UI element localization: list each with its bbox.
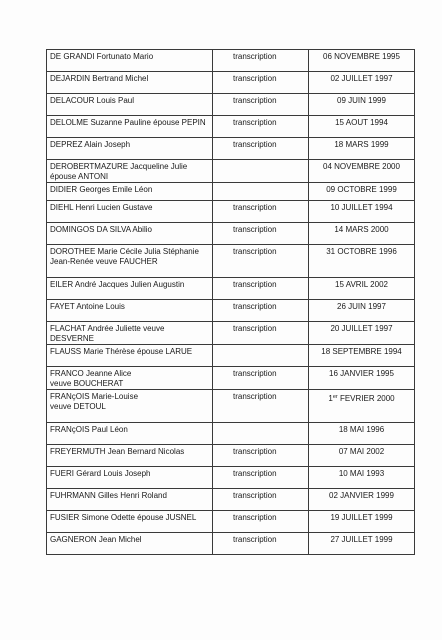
date-text: 10 MAI 1993 <box>338 469 385 478</box>
name-cell <box>47 94 213 116</box>
date-cell <box>309 390 415 423</box>
table-row <box>47 116 415 138</box>
type-text: transcription <box>233 447 277 456</box>
type-cell <box>213 183 309 201</box>
date-text: 18 SEPTEMBRE 1994 <box>321 347 402 356</box>
table-row <box>47 511 415 533</box>
date-text: 16 JANVIER 1995 <box>329 369 394 378</box>
name-cell <box>47 223 213 245</box>
date-cell <box>309 245 415 278</box>
name-line: DEPREZ Alain Joseph <box>50 140 131 149</box>
type-text: transcription <box>233 392 277 401</box>
table-row <box>47 489 415 511</box>
type-cell <box>213 94 309 116</box>
date-cell <box>309 94 415 116</box>
type-cell <box>213 345 309 367</box>
date-text: 09 JUIN 1999 <box>337 96 386 105</box>
type-text: transcription <box>233 324 277 333</box>
date-cell <box>309 511 415 533</box>
date-text: 04 NOVEMBRE 2000 <box>323 162 400 171</box>
date-cell <box>309 183 415 201</box>
table-row <box>47 445 415 467</box>
name-cell <box>47 489 213 511</box>
type-cell <box>213 300 309 322</box>
date-cell <box>309 278 415 300</box>
type-cell <box>213 511 309 533</box>
table-row <box>47 467 415 489</box>
name-line: FRANçOIS Marie-Louise <box>50 392 139 401</box>
type-text: transcription <box>233 302 277 311</box>
name-cell <box>47 138 213 160</box>
table-row <box>47 322 415 345</box>
registry-table-body <box>47 50 415 555</box>
table-row <box>47 278 415 300</box>
name-cell <box>47 116 213 138</box>
type-text: transcription <box>233 118 277 127</box>
name-line: veuve BOUCHERAT <box>50 379 124 388</box>
date-text: 27 JUILLET 1999 <box>330 535 393 544</box>
name-line: FLACHAT Andrée Juliette veuve DESVERNE <box>50 324 165 343</box>
type-cell <box>213 278 309 300</box>
type-cell <box>213 390 309 423</box>
name-cell <box>47 160 213 183</box>
date-cell <box>309 50 415 72</box>
name-line: DIEHL Henri Lucien Gustave <box>50 203 153 212</box>
date-cell <box>309 423 415 445</box>
type-cell <box>213 423 309 445</box>
type-text: transcription <box>233 96 277 105</box>
date-text: 10 JUILLET 1994 <box>330 203 393 212</box>
table-row <box>47 183 415 201</box>
date-text: 18 MARS 1999 <box>334 140 389 149</box>
type-text: transcription <box>233 247 277 256</box>
name-cell <box>47 345 213 367</box>
type-text: transcription <box>233 225 277 234</box>
date-day: 1 <box>328 394 333 403</box>
date-cell <box>309 345 415 367</box>
name-line: FLAUSS Marie Thérèse épouse LARUE <box>50 347 193 356</box>
type-cell <box>213 533 309 555</box>
date-cell <box>309 533 415 555</box>
type-cell <box>213 223 309 245</box>
date-cell <box>309 322 415 345</box>
table-row <box>47 50 415 72</box>
name-line: FAYET Antoine Louis <box>50 302 125 311</box>
name-line: FUERI Gérard Louis Joseph <box>50 469 151 478</box>
registry-table <box>46 49 415 555</box>
date-text: 15 AVRIL 2002 <box>335 280 388 289</box>
date-cell <box>309 445 415 467</box>
date-text: 19 JUILLET 1999 <box>330 513 393 522</box>
date-text: 07 MAI 2002 <box>338 447 385 456</box>
date-cell <box>309 72 415 94</box>
type-text: transcription <box>233 140 277 149</box>
type-cell <box>213 467 309 489</box>
date-cell <box>309 201 415 223</box>
type-text: transcription <box>233 513 277 522</box>
date-cell <box>309 300 415 322</box>
name-line: FUSIER Simone Odette épouse JUSNEL <box>50 513 197 522</box>
type-cell <box>213 322 309 345</box>
date-text: 02 JUILLET 1997 <box>330 74 393 83</box>
name-line: épouse ANTONI <box>50 172 109 181</box>
name-cell <box>47 423 213 445</box>
type-text: transcription <box>233 491 277 500</box>
name-line: DEJARDIN Bertrand Michel <box>50 74 149 83</box>
type-text: transcription <box>233 280 277 289</box>
type-cell <box>213 138 309 160</box>
name-cell <box>47 322 213 345</box>
name-line: FREYERMUTH Jean Bernard Nicolas <box>50 447 185 456</box>
type-cell <box>213 116 309 138</box>
name-line: DELACOUR Louis Paul <box>50 96 135 105</box>
name-cell <box>47 183 213 201</box>
type-cell <box>213 160 309 183</box>
date-cell <box>309 116 415 138</box>
table-row <box>47 423 415 445</box>
table-row <box>47 533 415 555</box>
date-cell <box>309 138 415 160</box>
table-row <box>47 138 415 160</box>
table-row <box>47 367 415 390</box>
date-text: 06 NOVEMBRE 1995 <box>323 52 400 61</box>
name-cell <box>47 390 213 423</box>
name-cell <box>47 201 213 223</box>
type-text: transcription <box>233 74 277 83</box>
table-row <box>47 245 415 278</box>
date-text: 26 JUIN 1997 <box>337 302 386 311</box>
date-cell <box>309 467 415 489</box>
type-cell <box>213 245 309 278</box>
table-row <box>47 160 415 183</box>
date-text: 18 MAI 1996 <box>338 425 385 434</box>
type-text: transcription <box>233 469 277 478</box>
name-line: DIDIER Georges Emile Léon <box>50 185 153 194</box>
name-cell <box>47 278 213 300</box>
date-cell <box>309 223 415 245</box>
table-row <box>47 94 415 116</box>
type-cell <box>213 50 309 72</box>
name-line: DE GRANDI Fortunato Mario <box>50 52 154 61</box>
name-line: GAGNERON Jean Michel <box>50 535 142 544</box>
type-cell <box>213 72 309 94</box>
name-cell <box>47 445 213 467</box>
type-text: transcription <box>233 369 277 378</box>
date-text: FEVRIER 2000 <box>339 394 395 403</box>
table-row <box>47 390 415 423</box>
table-row <box>47 300 415 322</box>
date-text: 02 JANVIER 1999 <box>329 491 394 500</box>
type-cell <box>213 489 309 511</box>
date-cell <box>309 489 415 511</box>
name-cell <box>47 300 213 322</box>
date-text: 09 OCTOBRE 1999 <box>326 185 397 194</box>
date-text: 15 AOUT 1994 <box>335 118 388 127</box>
name-line: DELOLME Suzanne Pauline épouse PEPIN <box>50 118 206 127</box>
name-line: FUHRMANN Gilles Henri Roland <box>50 491 167 500</box>
name-line: DEROBERTMAZURE Jacqueline Julie <box>50 162 188 171</box>
name-line: FRANçOIS Paul Léon <box>50 425 128 434</box>
type-cell <box>213 367 309 390</box>
name-line: EILER André Jacques Julien Augustin <box>50 280 185 289</box>
type-cell <box>213 201 309 223</box>
name-cell <box>47 467 213 489</box>
name-cell <box>47 50 213 72</box>
name-line: veuve DETOUL <box>50 402 106 411</box>
type-cell <box>213 445 309 467</box>
type-text: transcription <box>233 203 277 212</box>
name-cell <box>47 367 213 390</box>
name-line: Jean-Renée veuve FAUCHER <box>50 257 158 266</box>
name-line: DOMINGOS DA SILVA Abilio <box>50 225 152 234</box>
date-cell <box>309 367 415 390</box>
date-cell <box>309 160 415 183</box>
table-row <box>47 223 415 245</box>
date-text: 31 OCTOBRE 1996 <box>326 247 397 256</box>
date-text: 20 JUILLET 1997 <box>330 324 393 333</box>
name-cell <box>47 511 213 533</box>
table-row <box>47 345 415 367</box>
name-line: FRANCO Jeanne Alice <box>50 369 132 378</box>
date-ordinal: er <box>332 394 338 400</box>
table-row <box>47 201 415 223</box>
type-text: transcription <box>233 52 277 61</box>
name-cell <box>47 72 213 94</box>
table-row <box>47 72 415 94</box>
date-text: 14 MARS 2000 <box>334 225 389 234</box>
name-cell <box>47 533 213 555</box>
type-text: transcription <box>233 535 277 544</box>
name-cell <box>47 245 213 278</box>
name-line: DOROTHEE Marie Cécile Julia Stéphanie <box>50 247 199 256</box>
